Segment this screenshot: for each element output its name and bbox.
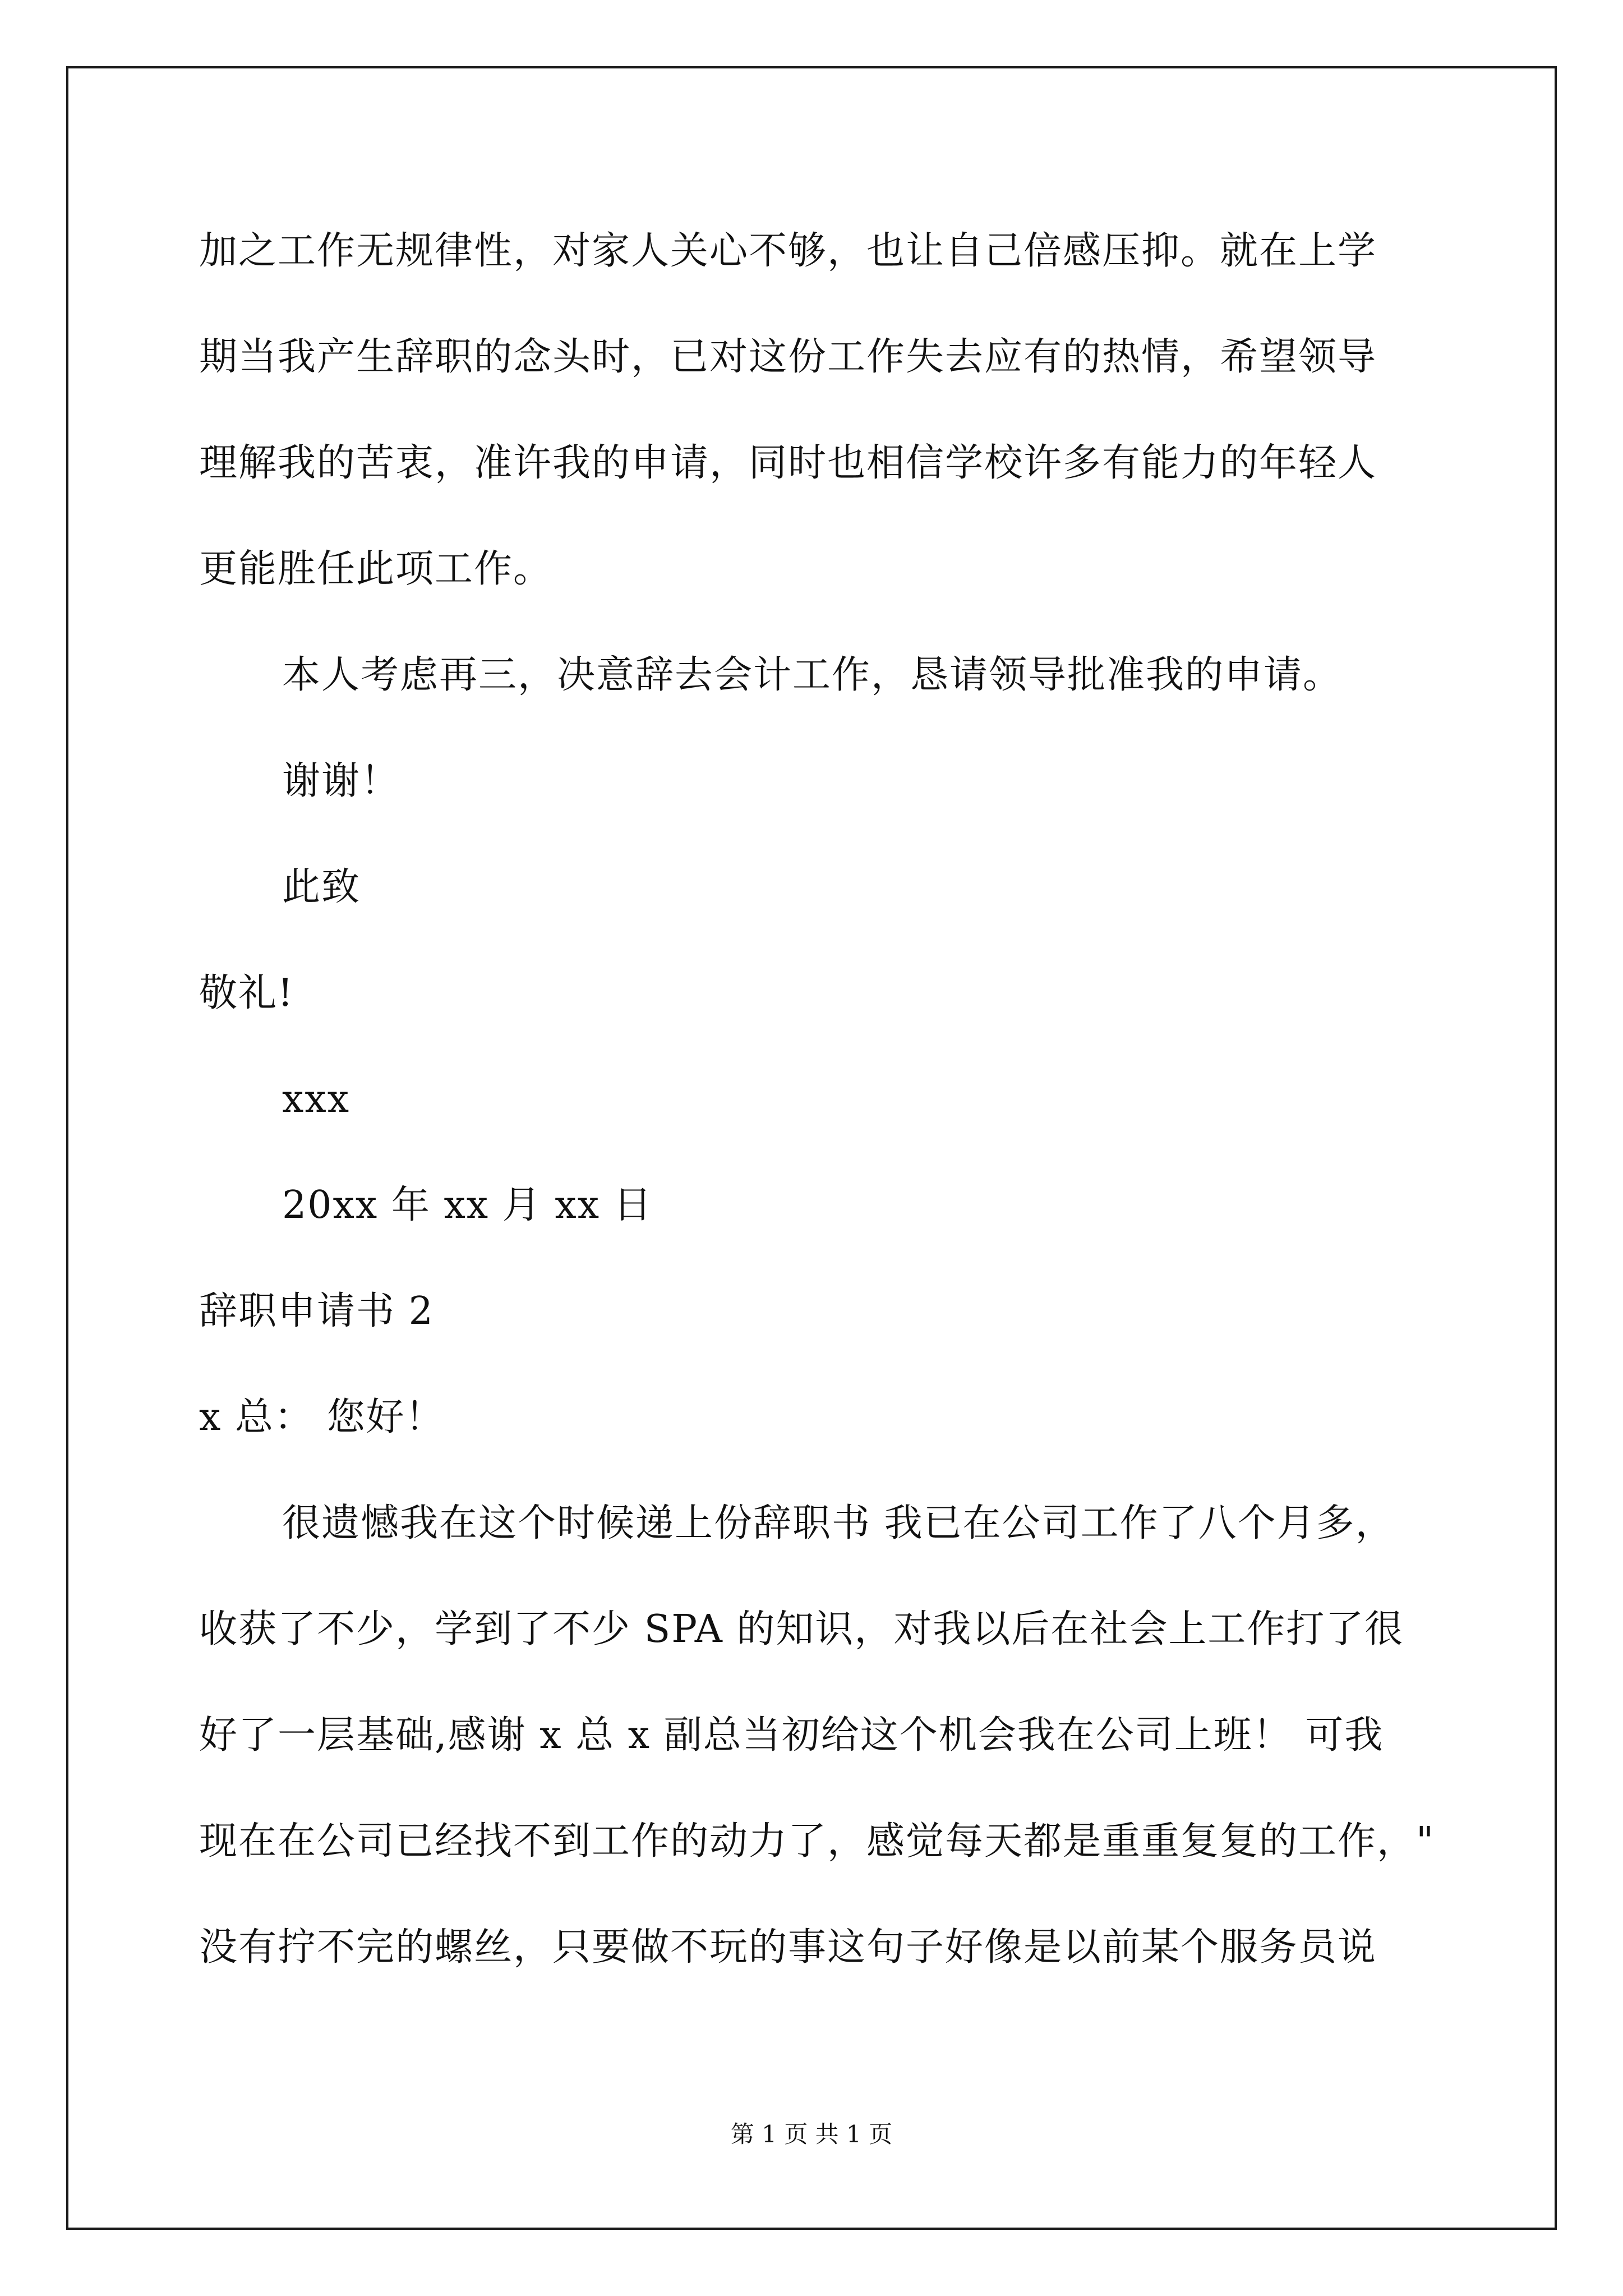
salutation-line: 此致 [282,865,361,909]
body-line: 更能胜任此项工作。 [199,547,553,591]
signature-date: 20xx 年 xx 月 xx 日 [282,1183,653,1227]
body-line: 现在在公司已经找不到工作的动力了，感觉每天都是重重复复的工作，" [199,1819,1435,1864]
body-line: 理解我的苦衷，准许我的申请，同时也相信学校许多有能力的年轻人 [199,441,1377,485]
thanks-line: 谢谢！ [282,759,400,803]
body-line: 好了一层基础,感谢 x 总 x 副总当初给这个机会我在公司上班！ 可我 [199,1713,1384,1757]
body-line: 收获了不少，学到了不少 SPA 的知识，对我以后在社会上工作打了很 [199,1607,1404,1651]
body-line: 很遗憾我在这个时候递上份辞职书 我已在公司工作了八个月多， [282,1501,1395,1545]
page-footer: 第 1 页 共 1 页 [730,2120,893,2148]
body-line: 没有拧不完的螺丝，只要做不玩的事这句子好像是以前某个服务员说 [199,1925,1377,1970]
body-line: 期当我产生辞职的念头时，已对这份工作失去应有的热情，希望领导 [199,335,1377,379]
section-title: 辞职申请书 2 [199,1289,434,1333]
body-line: 加之工作无规律性，对家人关心不够，也让自己倍感压抑。就在上学 [199,229,1377,273]
regards-line: 敬礼! [199,971,294,1015]
greeting-line: x 总： 您好！ [199,1395,445,1439]
page-border [66,66,1557,2230]
body-line: 本人考虑再三，决意辞去会计工作，恳请领导批准我的申请。 [282,653,1343,697]
signature-name: xxx [282,1077,351,1121]
